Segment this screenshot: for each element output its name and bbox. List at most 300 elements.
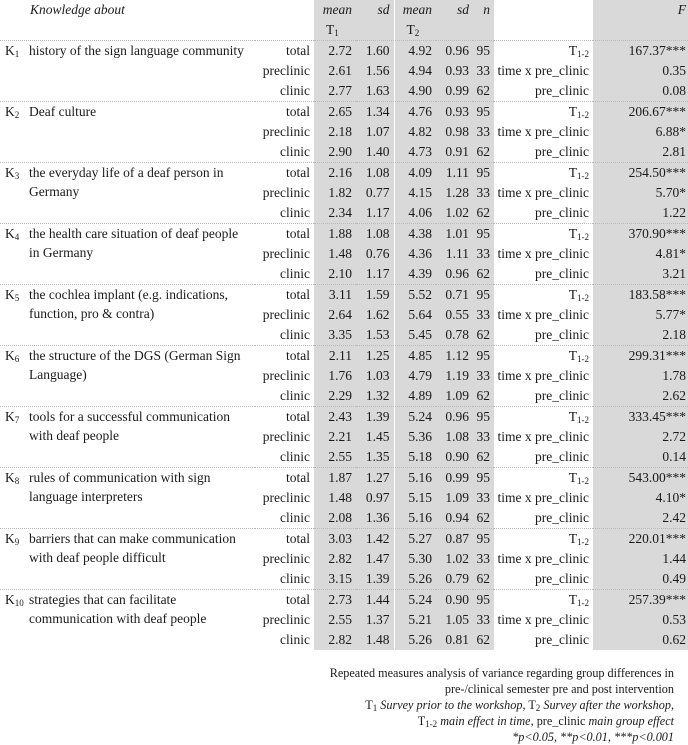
group-label: total: [255, 346, 314, 367]
f-value-cell: 0.08: [593, 81, 688, 102]
sd-t2-cell: 1.11: [436, 163, 473, 184]
sd-t1-cell: 1.45: [356, 427, 394, 447]
group-label: clinic: [280, 205, 310, 220]
group-label: preclinic: [262, 551, 310, 566]
mean-t1-cell: 1.82: [314, 183, 356, 203]
mean-t2-cell: 4.76: [394, 102, 436, 123]
f-value-cell: 543.00***: [593, 468, 688, 489]
f-value-cell: 299.31***: [593, 346, 688, 367]
mean-t1-cell: 1.48: [314, 244, 356, 264]
n-cell: 62: [473, 508, 494, 529]
mean-t2-cell: 5.45: [394, 325, 436, 346]
group-label: clinic: [280, 449, 310, 464]
sd-t1-cell: 1.37: [356, 610, 394, 630]
n-cell: 33: [473, 183, 494, 203]
sd-t1-cell: 1.53: [356, 325, 394, 346]
knowledge-item: [0, 590, 255, 651]
t2-header: $T_2$: [394, 20, 436, 41]
mean-t2-cell: 4.82: [394, 122, 436, 142]
sd-t2-cell: 1.28: [436, 183, 473, 203]
sd-t1-cell: 1.39: [356, 407, 394, 428]
knowledge-item: [0, 285, 255, 346]
mean-t1-cell: 3.03: [314, 529, 356, 550]
mean-t2-cell: 4.39: [394, 264, 436, 285]
mean-t1-cell: 2.82: [314, 630, 356, 650]
n-cell: 95: [473, 590, 494, 611]
f-value-cell: 0.49: [593, 569, 688, 590]
f-value-cell: 4.81*: [593, 244, 688, 264]
effect-label: $T_{1-2}$: [494, 590, 593, 611]
sd-t1-cell: 1.44: [356, 590, 394, 611]
sd-t1-cell: 1.25: [356, 346, 394, 367]
mean-t2-cell: 4.73: [394, 142, 436, 163]
item-text: history of the sign language community: [29, 43, 244, 58]
mean-t1-cell: 2.08: [314, 508, 356, 529]
n-cell: 95: [473, 285, 494, 306]
mean-t1-cell: 1.87: [314, 468, 356, 489]
f-value-cell: 2.18: [593, 325, 688, 346]
group-header: [255, 0, 314, 20]
group-label: preclinic: [262, 185, 310, 200]
effect-label: pre_clinic: [535, 327, 589, 342]
effect-label: $T_{1-2}$: [494, 407, 593, 428]
sd-t1-cell: 0.77: [356, 183, 394, 203]
mean-t2-cell: 5.24: [394, 407, 436, 428]
mean-t1-cell: 2.77: [314, 81, 356, 102]
f-value-cell: 2.72: [593, 427, 688, 447]
knowledge-item: [0, 468, 255, 529]
n-cell: 95: [473, 529, 494, 550]
sd-t2-cell: 0.90: [436, 447, 473, 468]
f-value-cell: 257.39***: [593, 590, 688, 611]
mean-t1-cell: 2.21: [314, 427, 356, 447]
item-text: rules of communication with sign language interpreters: [29, 470, 211, 504]
group-label: clinic: [280, 144, 310, 159]
group-label: preclinic: [262, 307, 310, 322]
f-value-cell: 333.45***: [593, 407, 688, 428]
mean-t2-cell: 4.79: [394, 366, 436, 386]
sd-t1-cell: 1.27: [356, 468, 394, 489]
table-row: [0, 102, 688, 123]
table-row: [0, 407, 688, 428]
mean-t2-cell: 5.24: [394, 590, 436, 611]
effect-label: $T_{1-2}$: [494, 346, 593, 367]
f-value-cell: 4.10*: [593, 488, 688, 508]
sd-t2-cell: 0.99: [436, 468, 473, 489]
item-code: $K_8$: [5, 470, 20, 486]
knowledge-item: [0, 407, 255, 468]
effect-label: time x pre_clinic: [497, 63, 589, 78]
n-cell: 62: [473, 203, 494, 224]
knowledge-item: [0, 346, 255, 407]
item-code: $K_3$: [5, 165, 20, 181]
mean-t2-header: mean: [394, 0, 436, 20]
sd-t2-cell: 0.99: [436, 81, 473, 102]
mean-t1-cell: 1.76: [314, 366, 356, 386]
item-code: $K_9$: [5, 531, 20, 547]
mean-t2-cell: 5.27: [394, 529, 436, 550]
group-label: total: [255, 407, 314, 428]
group-label: clinic: [280, 266, 310, 281]
mean-t2-cell: 5.64: [394, 305, 436, 325]
effect-label: $T_{1-2}$: [494, 41, 593, 62]
group-label: clinic: [280, 83, 310, 98]
knowledge-item: [0, 41, 255, 102]
table-row: [0, 346, 688, 367]
sd-t2-cell: 0.94: [436, 508, 473, 529]
item-text: Deaf culture: [29, 104, 97, 119]
item-text: the everyday life of a deaf person in Germany: [29, 165, 224, 199]
effect-label: time x pre_clinic: [497, 551, 589, 566]
sd-t2-header: sd: [436, 0, 473, 20]
effect-label: $T_{1-2}$: [494, 224, 593, 245]
effect-label: $T_{1-2}$: [494, 285, 593, 306]
item-code: $K_5$: [5, 287, 20, 303]
table-row: [0, 529, 688, 550]
mean-t1-cell: 2.82: [314, 549, 356, 569]
group-label: total: [255, 224, 314, 245]
group-label: preclinic: [262, 429, 310, 444]
sd-t2-cell: 1.01: [436, 224, 473, 245]
table-note: [254, 665, 674, 745]
effect-label: pre_clinic: [535, 205, 589, 220]
effect-label: time x pre_clinic: [497, 368, 589, 383]
effect-label: time x pre_clinic: [497, 612, 589, 627]
n-cell: 62: [473, 386, 494, 407]
n-cell: 95: [473, 346, 494, 367]
item-code: $K_2$: [5, 104, 20, 120]
effect-label: time x pre_clinic: [497, 490, 589, 505]
f-value-cell: 183.58***: [593, 285, 688, 306]
n-cell: 95: [473, 102, 494, 123]
group-label: total: [255, 163, 314, 184]
mean-t1-cell: 2.73: [314, 590, 356, 611]
header-row: [0, 0, 688, 20]
sd-t1-cell: 0.76: [356, 244, 394, 264]
sd-t2-cell: 0.71: [436, 285, 473, 306]
effect-label: time x pre_clinic: [497, 185, 589, 200]
f-value-cell: 3.21: [593, 264, 688, 285]
effect-label: $T_{1-2}$: [494, 468, 593, 489]
effect-label: pre_clinic: [535, 83, 589, 98]
sd-t1-cell: 1.08: [356, 163, 394, 184]
sd-t2-cell: 1.02: [436, 203, 473, 224]
mean-t1-cell: 2.10: [314, 264, 356, 285]
f-value-cell: 0.62: [593, 630, 688, 650]
n-cell: 33: [473, 610, 494, 630]
sd-t1-cell: 1.48: [356, 630, 394, 650]
mean-t1-header: mean: [314, 0, 356, 20]
n-cell: 62: [473, 142, 494, 163]
n-cell: 33: [473, 122, 494, 142]
sd-t2-cell: 1.19: [436, 366, 473, 386]
effect-label: $T_{1-2}$: [494, 163, 593, 184]
effect-label: pre_clinic: [535, 571, 589, 586]
f-header: F: [593, 0, 688, 20]
mean-t1-cell: 2.29: [314, 386, 356, 407]
sd-t1-cell: 1.62: [356, 305, 394, 325]
sd-t1-cell: 1.59: [356, 285, 394, 306]
n-cell: 62: [473, 569, 494, 590]
mean-t2-cell: 5.36: [394, 427, 436, 447]
sd-t2-cell: 0.96: [436, 264, 473, 285]
table-row: [0, 224, 688, 245]
mean-t2-cell: 5.52: [394, 285, 436, 306]
f-value-cell: 206.67***: [593, 102, 688, 123]
note-line-2: pre-/clinical semester pre and post intervention: [444, 682, 674, 696]
mean-t1-cell: 2.72: [314, 41, 356, 62]
n-cell: 95: [473, 163, 494, 184]
effect-label: $T_{1-2}$: [494, 529, 593, 550]
sd-t2-cell: 0.93: [436, 102, 473, 123]
effect-label: pre_clinic: [535, 144, 589, 159]
n-cell: 95: [473, 468, 494, 489]
mean-t2-cell: 4.06: [394, 203, 436, 224]
group-label: preclinic: [262, 63, 310, 78]
group-label: total: [255, 41, 314, 62]
mean-t1-cell: 2.64: [314, 305, 356, 325]
mean-t2-cell: 4.38: [394, 224, 436, 245]
sd-t1-cell: 1.35: [356, 447, 394, 468]
n-cell: 33: [473, 488, 494, 508]
mean-t1-cell: 2.43: [314, 407, 356, 428]
n-cell: 62: [473, 325, 494, 346]
group-label: preclinic: [262, 246, 310, 261]
effect-label: pre_clinic: [535, 632, 589, 647]
sd-t1-cell: 0.97: [356, 488, 394, 508]
n-cell: 33: [473, 427, 494, 447]
mean-t2-cell: 4.94: [394, 61, 436, 81]
knowledge-item: [0, 529, 255, 590]
sd-t2-cell: 1.09: [436, 488, 473, 508]
note-line-4: $T_{1-2}$ main effect in time, pre_clinic main group effect: [417, 714, 674, 729]
n-header: n: [473, 0, 494, 20]
sd-t2-cell: 0.81: [436, 630, 473, 650]
item-code: $K_1$: [5, 43, 20, 59]
f-value-cell: 1.22: [593, 203, 688, 224]
effect-label: time x pre_clinic: [497, 124, 589, 139]
effect-label: time x pre_clinic: [497, 429, 589, 444]
mean-t2-cell: 5.16: [394, 468, 436, 489]
group-label: clinic: [280, 571, 310, 586]
item-text: the cochlea implant (e.g. indications, function, pro & contra): [29, 287, 229, 321]
group-label: total: [255, 468, 314, 489]
mean-t2-cell: 5.26: [394, 569, 436, 590]
table-row: [0, 285, 688, 306]
sd-t2-cell: 0.55: [436, 305, 473, 325]
group-label: total: [255, 102, 314, 123]
mean-t2-cell: 4.36: [394, 244, 436, 264]
mean-t2-cell: 5.18: [394, 447, 436, 468]
sd-t2-cell: 0.98: [436, 122, 473, 142]
effect-label: $T_{1-2}$: [494, 102, 593, 123]
mean-t2-cell: 4.89: [394, 386, 436, 407]
f-value-cell: 0.14: [593, 447, 688, 468]
t1-header: $T_1$: [314, 20, 356, 41]
effect-label: time x pre_clinic: [497, 307, 589, 322]
sd-t2-cell: 0.90: [436, 590, 473, 611]
mean-t1-cell: 2.61: [314, 61, 356, 81]
f-value-cell: 220.01***: [593, 529, 688, 550]
effect-header: [494, 0, 593, 20]
group-label: clinic: [280, 632, 310, 647]
n-cell: 33: [473, 244, 494, 264]
effect-label: pre_clinic: [535, 388, 589, 403]
sd-t2-cell: 0.91: [436, 142, 473, 163]
knowledge-item: [0, 102, 255, 163]
n-cell: 33: [473, 549, 494, 569]
f-value-cell: 2.42: [593, 508, 688, 529]
sd-t2-cell: 1.05: [436, 610, 473, 630]
item-text: the structure of the DGS (German Sign Language): [29, 348, 241, 382]
table-body: [0, 41, 688, 651]
sd-t1-cell: 1.32: [356, 386, 394, 407]
mean-t1-cell: 2.55: [314, 610, 356, 630]
f-value-cell: 254.50***: [593, 163, 688, 184]
f-value-cell: 6.88*: [593, 122, 688, 142]
group-label: clinic: [280, 327, 310, 342]
sd-t1-cell: 1.40: [356, 142, 394, 163]
f-value-cell: 1.44: [593, 549, 688, 569]
group-label: clinic: [280, 510, 310, 525]
sd-t2-cell: 1.12: [436, 346, 473, 367]
sd-t2-cell: 0.79: [436, 569, 473, 590]
f-value-cell: 0.35: [593, 61, 688, 81]
sd-t2-cell: 0.96: [436, 407, 473, 428]
table-row: [0, 41, 688, 62]
item-text: tools for a successful communication with deaf people: [29, 409, 230, 443]
mean-t1-cell: 3.35: [314, 325, 356, 346]
note-line-3: $T_1$ Survey prior to the workshop, $T_2$ Survey after the workshop,: [365, 698, 674, 713]
mean-t1-cell: 3.15: [314, 569, 356, 590]
group-label: clinic: [280, 388, 310, 403]
sd-t2-cell: 1.09: [436, 386, 473, 407]
f-value-cell: 2.81: [593, 142, 688, 163]
n-cell: 62: [473, 264, 494, 285]
sd-t1-cell: 1.08: [356, 224, 394, 245]
sd-t1-cell: 1.63: [356, 81, 394, 102]
n-cell: 95: [473, 224, 494, 245]
f-value-cell: 0.53: [593, 610, 688, 630]
mean-t2-cell: 4.90: [394, 81, 436, 102]
sd-t1-cell: 1.60: [356, 41, 394, 62]
sd-t1-cell: 1.17: [356, 203, 394, 224]
f-value-cell: 5.70*: [593, 183, 688, 203]
mean-t2-cell: 4.85: [394, 346, 436, 367]
note-line-1: Repeated measures analysis of variance regarding group differences in: [329, 666, 674, 680]
sd-t1-cell: 1.42: [356, 529, 394, 550]
sd-t2-cell: 0.87: [436, 529, 473, 550]
n-cell: 95: [473, 41, 494, 62]
f-value-cell: 370.90***: [593, 224, 688, 245]
effect-label: pre_clinic: [535, 266, 589, 281]
sd-t1-cell: 1.47: [356, 549, 394, 569]
n-cell: 33: [473, 61, 494, 81]
mean-t1-cell: 2.18: [314, 122, 356, 142]
sd-t2-cell: 0.96: [436, 41, 473, 62]
n-cell: 62: [473, 630, 494, 650]
effect-label: pre_clinic: [535, 510, 589, 525]
n-cell: 95: [473, 407, 494, 428]
sd-t1-cell: 1.36: [356, 508, 394, 529]
n-cell: 62: [473, 447, 494, 468]
f-value-cell: 167.37***: [593, 41, 688, 62]
table-row: [0, 163, 688, 184]
group-label: total: [255, 285, 314, 306]
f-value-cell: 1.78: [593, 366, 688, 386]
n-cell: 33: [473, 305, 494, 325]
sd-t1-header: sd: [356, 0, 394, 20]
item-code: $K_4$: [5, 226, 20, 242]
mean-t1-cell: 1.48: [314, 488, 356, 508]
knowledge-item: [0, 224, 255, 285]
mean-t2-cell: 5.26: [394, 630, 436, 650]
mean-t2-cell: 5.30: [394, 549, 436, 569]
f-value-cell: 5.77*: [593, 305, 688, 325]
mean-t1-cell: 2.34: [314, 203, 356, 224]
group-label: total: [255, 590, 314, 611]
sd-t1-cell: 1.39: [356, 569, 394, 590]
mean-t2-cell: 4.92: [394, 41, 436, 62]
mean-t1-cell: 2.65: [314, 102, 356, 123]
n-cell: 62: [473, 81, 494, 102]
item-text: barriers that can make communication with deaf people difficult: [29, 531, 236, 565]
sd-t2-cell: 0.93: [436, 61, 473, 81]
item-code: $K_6$: [5, 348, 20, 364]
mean-t1-cell: 2.16: [314, 163, 356, 184]
mean-t2-cell: 5.15: [394, 488, 436, 508]
effect-label: time x pre_clinic: [497, 246, 589, 261]
item-code: $K_7$: [5, 409, 20, 425]
mean-t1-cell: 2.11: [314, 346, 356, 367]
knowledge-item: [0, 163, 255, 224]
mean-t1-cell: 2.55: [314, 447, 356, 468]
sd-t2-cell: 1.08: [436, 427, 473, 447]
item-code: $K_{10}$: [5, 592, 24, 608]
knowledge-header: Knowledge about: [30, 2, 125, 17]
sd-t1-cell: 1.17: [356, 264, 394, 285]
mean-t1-cell: 1.88: [314, 224, 356, 245]
f-value-cell: 2.62: [593, 386, 688, 407]
sd-t1-cell: 1.34: [356, 102, 394, 123]
item-text: the health care situation of deaf people in Germany: [29, 226, 239, 260]
group-label: preclinic: [262, 368, 310, 383]
n-cell: 33: [473, 366, 494, 386]
mean-t2-cell: 4.15: [394, 183, 436, 203]
sd-t1-cell: 1.56: [356, 61, 394, 81]
item-text: strategies that can facilitate communication with deaf people: [29, 592, 207, 626]
significance-legend: *p<0.05, **p<0.01, ***p<0.001: [512, 730, 674, 744]
table-row: [0, 468, 688, 489]
sd-t2-cell: 1.02: [436, 549, 473, 569]
mean-t2-cell: 4.09: [394, 163, 436, 184]
group-label: preclinic: [262, 612, 310, 627]
mean-t1-cell: 2.90: [314, 142, 356, 163]
sd-t1-cell: 1.07: [356, 122, 394, 142]
group-label: preclinic: [262, 490, 310, 505]
group-label: total: [255, 529, 314, 550]
table-row: [0, 590, 688, 611]
header-subrow: [0, 20, 688, 41]
group-label: preclinic: [262, 124, 310, 139]
sd-t2-cell: 0.78: [436, 325, 473, 346]
effect-label: pre_clinic: [535, 449, 589, 464]
mean-t1-cell: 3.11: [314, 285, 356, 306]
mean-t2-cell: 5.21: [394, 610, 436, 630]
sd-t2-cell: 1.11: [436, 244, 473, 264]
sd-t1-cell: 1.03: [356, 366, 394, 386]
mean-t2-cell: 5.16: [394, 508, 436, 529]
